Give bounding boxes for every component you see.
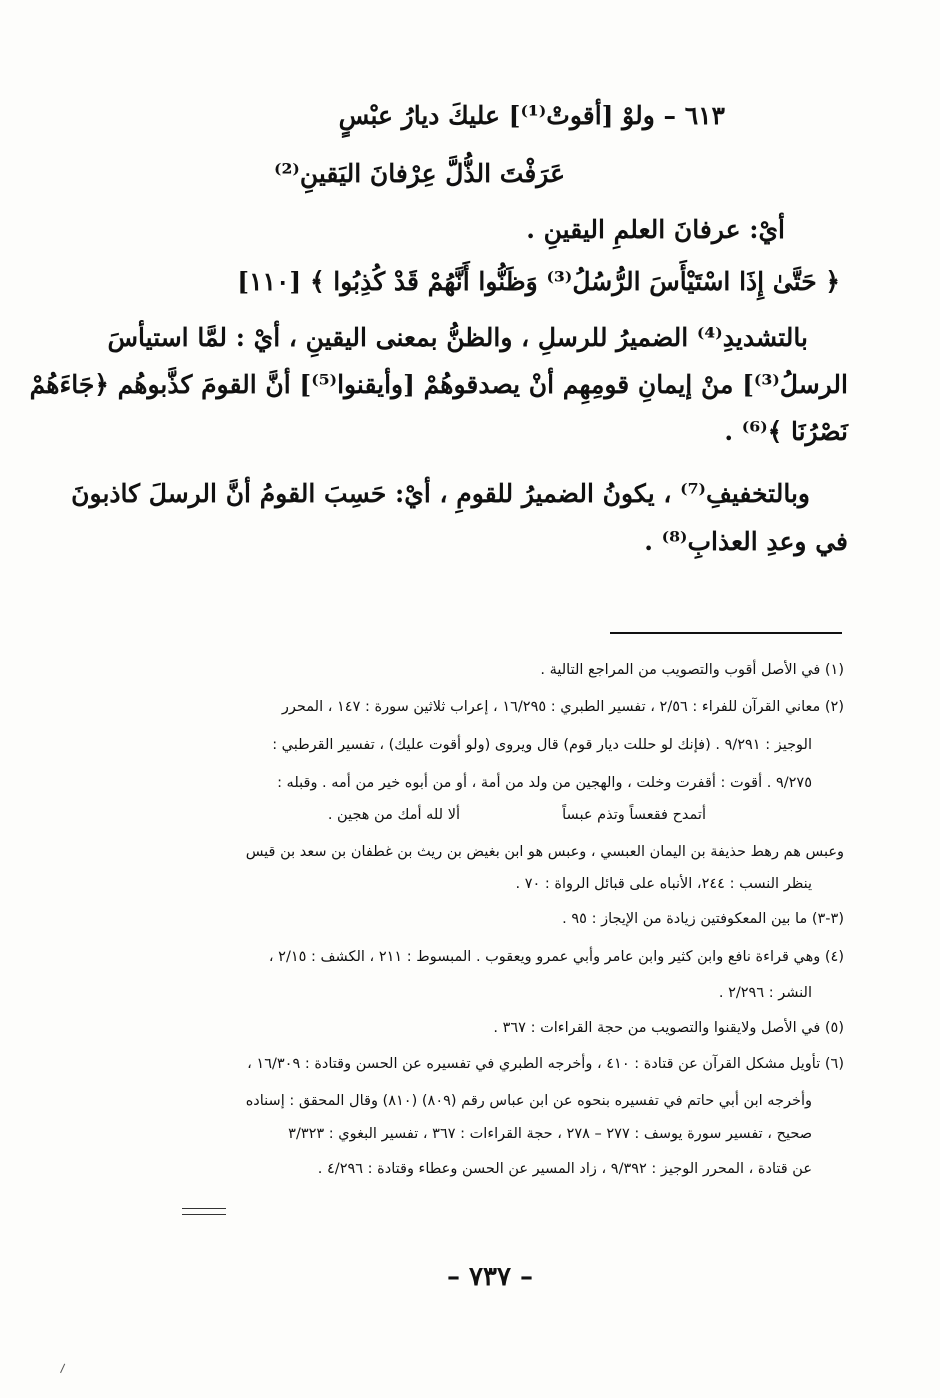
footnote-2-cont-4: ينظر النسب : ٢٤٤، الأنباه على قبائل الرواة : ٧٠ .	[515, 876, 812, 892]
footnote-2-cont-1: الوجيز : ٩/٢٩١ . (فإنك لو حللت ديار قوم) قال ويروى (ولو أقوت عليك) ، تفسير القرطبي :	[272, 737, 812, 753]
footnote-6-cont-3: عن قتادة ، المحرر الوجيز : ٩/٣٩٢ ، زاد المسير عن الحسن وعطاء وقتادة : ٤/٢٩٦ .	[317, 1161, 812, 1177]
footnote-4: (٤) وهي قراءة نافع وابن كثير وابن عامر وأبي عمرو ويعقوب . المبسوط : ٢١١ ، الكشف : ٢/١٥ ،	[268, 949, 844, 965]
body-line-4: الرسلُ⁽³⁾] منْ إيمانِ قومِهِم أنْ يصدقوهُمْ [وأيقنوا⁽⁵⁾] أنَّ القومَ كذَّبوهُم ﴿جَاءَهُمْ	[29, 370, 848, 399]
footnote-2: (٢) معاني القرآن للفراء : ٢/٥٦ ، تفسير الطبري : ١٦/٢٩٥ ، إعراب ثلاثين سورة : ١٤٧ ، المحرر	[281, 699, 844, 715]
footnote-6-cont-2: صحيح ، تفسير سورة يوسف : ٢٧٧ – ٢٧٨ ، حجة القراءات : ٣٦٧ ، تفسير البغوي : ٣/٣٢٣	[288, 1126, 812, 1142]
footnote-4-cont: النشر : ٢/٢٩٦ .	[718, 985, 812, 1001]
scan-speck	[60, 1364, 68, 1375]
poem-verse-first-half: أتمدح فقعساً وتذم عبساً	[562, 807, 706, 823]
footnote-6: (٦) تأويل مشكل القرآن عن قتادة : ٤١٠ ، وأخرجه الطبري في تفسيره عن الحسن وقتادة : ١٦/٣٠٩ ،	[247, 1056, 844, 1072]
page-number: – ٧٣٧ –	[446, 1262, 534, 1292]
footnote-1: (١) في الأصل أقوب والتصويب من المراجع التالية .	[540, 662, 844, 678]
footnote-6-cont-1: وأخرجه ابن أبي حاتم في تفسيره بنحوه عن ابن عباس رقم (٨٠٩) (٨١٠) وقال المحقق : إسناده	[245, 1093, 812, 1109]
quran-verse-line: ﴿ حَتَّىٰ إِذَا اسْتَيْأَسَ الرُّسُلُ⁽³⁾ وَظَنُّوا أَنَّهُمْ قَدْ كُذِبُوا ﴾ [١١٠]	[237, 267, 840, 296]
verse-first-hemistich: ٦١٣ – ولوْ [أقوتْ⁽¹⁾] عليكَ ديارُ عبْسٍ	[338, 101, 725, 130]
body-line-7: في وعدِ العذابِ⁽⁸⁾ .	[644, 527, 848, 556]
footnote-separator	[610, 632, 842, 634]
footnote-3: (٣-٣) ما بين المعكوفتين زيادة من الإيجاز : ٩٥ .	[562, 911, 844, 927]
verse-second-hemistich: عَرَفْتَ الذُّلَّ عِرْفانَ اليَقينِ⁽²⁾	[274, 159, 565, 188]
body-line-5: نَصْرُنَا ﴾⁽⁶⁾ .	[724, 417, 848, 446]
footnote-5: (٥) في الأصل ولايقنوا والتصويب من حجة القراءات : ٣٦٧ .	[493, 1020, 844, 1036]
footnote-2-cont-3: وعبس هم رهط حذيفة بن اليمان العبسي ، وعبس هو ابن بغيض بن ريث بن غطفان بن سعد بن قيس	[245, 844, 844, 860]
footnote-2-cont-2: ٩/٢٧٥ . أقوت : أقفرت وخلت ، والهجين من ولد من أمة ، أو من أبوه خير من أمه . وقبله :	[277, 775, 812, 791]
end-mark	[182, 1208, 226, 1215]
body-line-1: أيْ: عرفانَ العلمِ اليقينِ .	[526, 215, 785, 244]
body-line-3: بالتشديدِ⁽⁴⁾ الضميرُ للرسلِ ، والظنُّ بمعنى اليقينِ ، أيْ : لمَّا استيأسَ	[107, 323, 808, 352]
body-line-6: وبالتخفيفِ⁽⁷⁾ ، يكونُ الضميرُ للقومِ ، أيْ: حَسِبَ القومُ أنَّ الرسلَ كاذبونَ	[71, 479, 810, 508]
poem-verse-second-half: ألا لله أمك من هجين .	[327, 807, 460, 823]
